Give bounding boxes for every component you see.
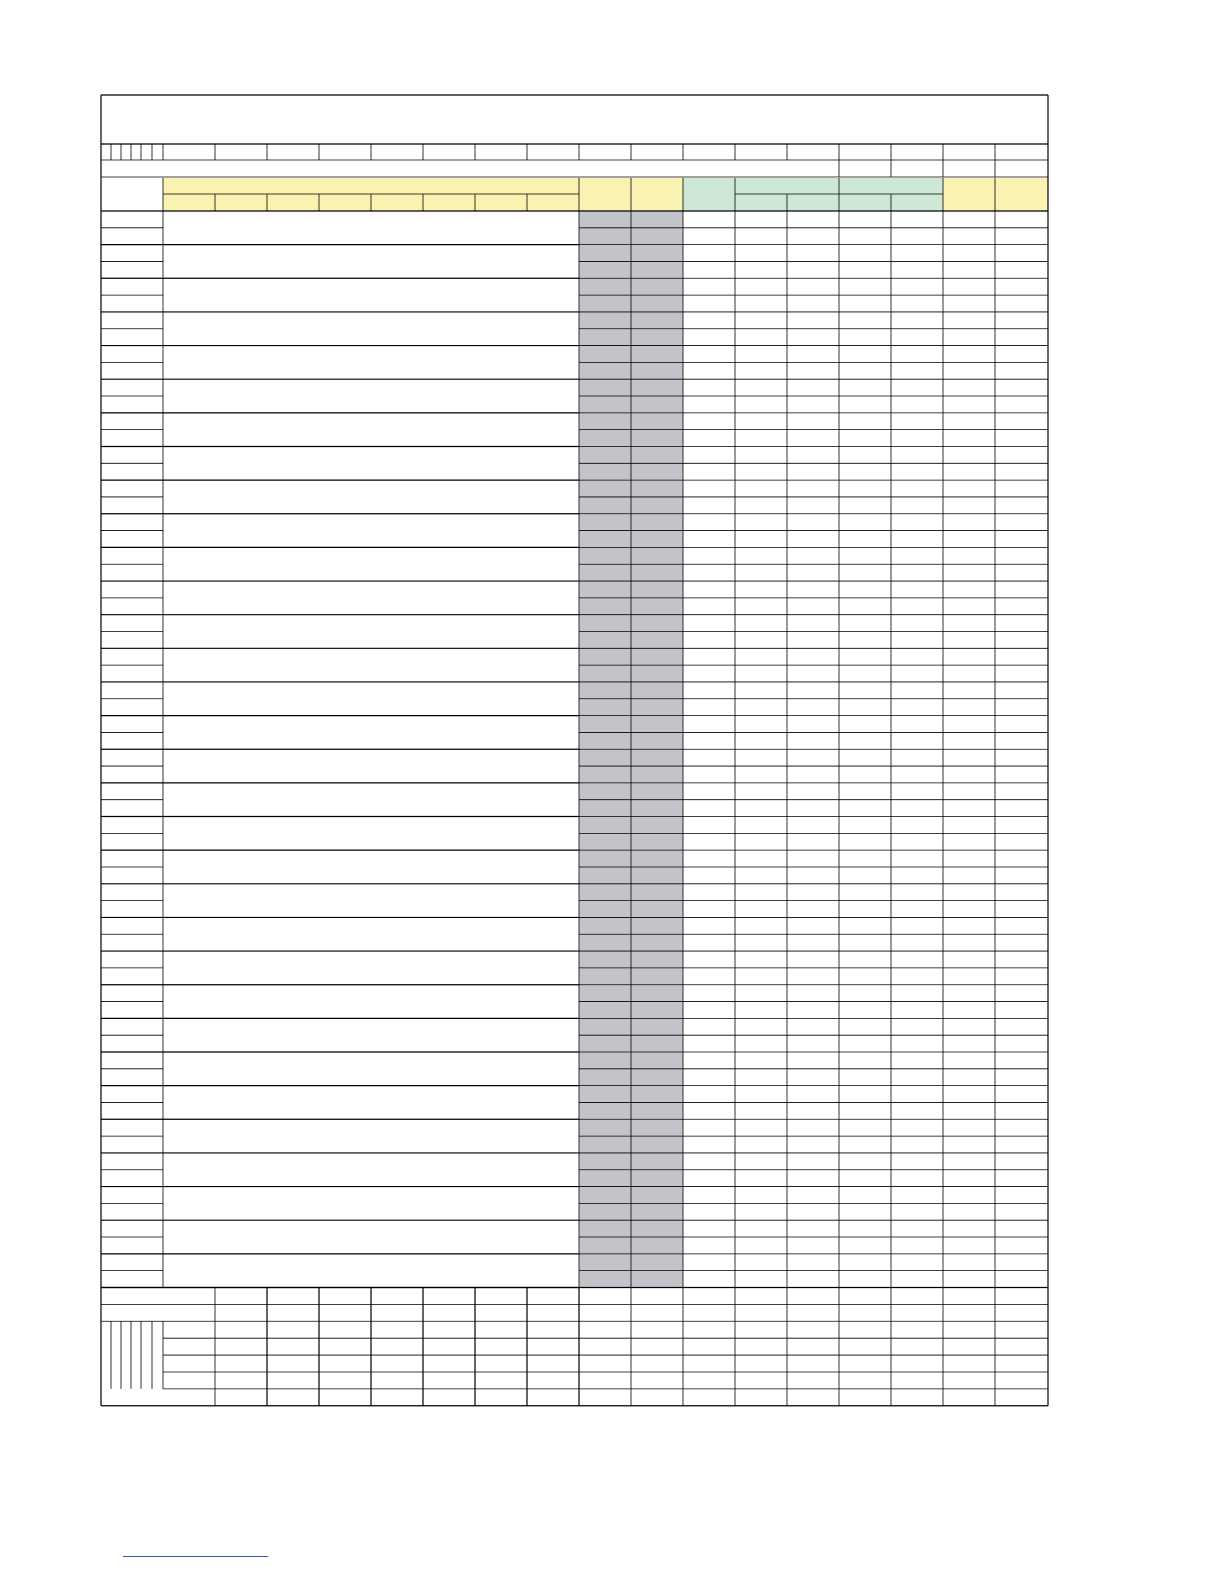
thin-grid-lines <box>101 144 1048 1406</box>
header-yellow-right <box>943 178 1048 211</box>
footer-link[interactable] <box>123 1556 268 1557</box>
thick-grid-lines <box>101 95 1048 1406</box>
header-green-group <box>683 178 943 211</box>
